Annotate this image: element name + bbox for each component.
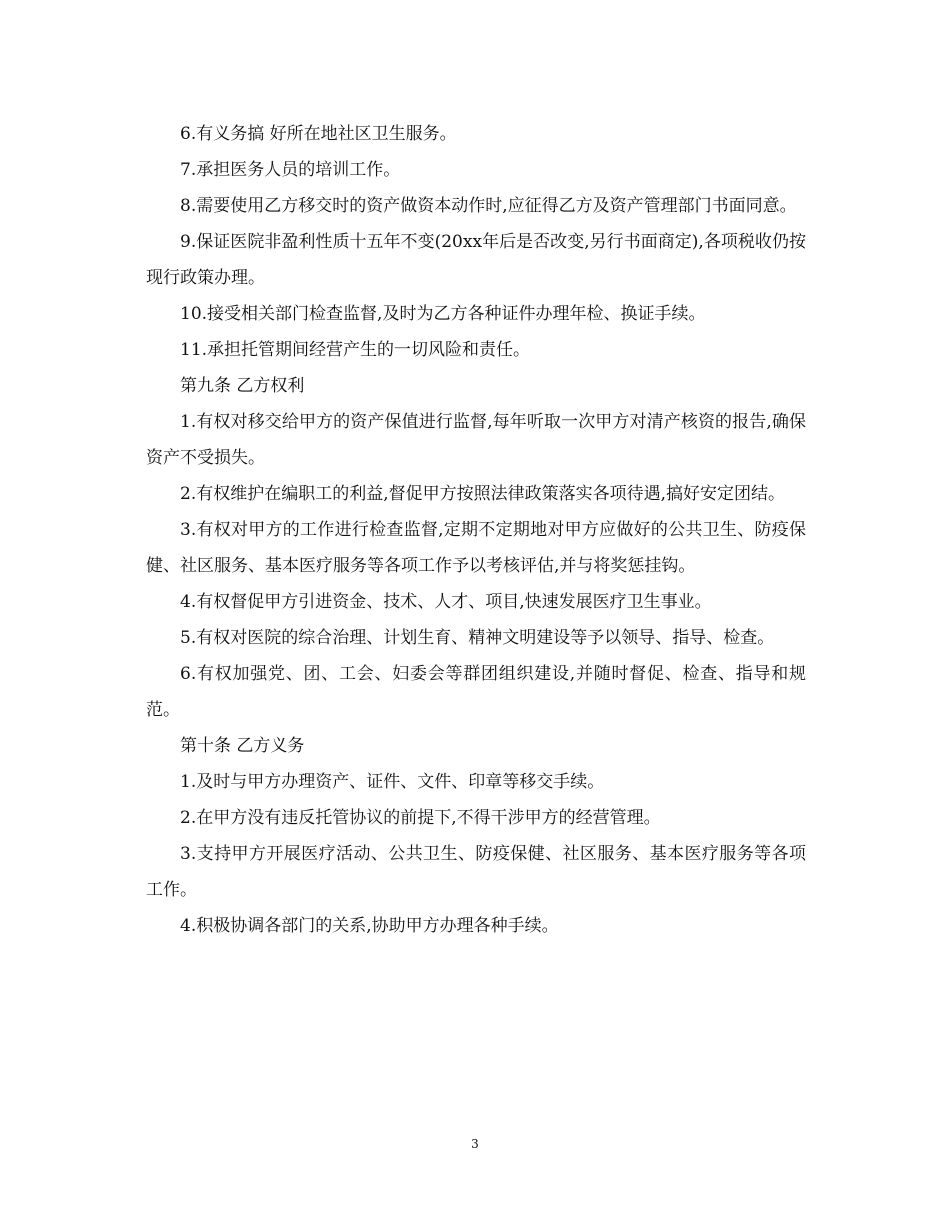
paragraph: 4.有权督促甲方引进资金、技术、人才、项目,快速发展医疗卫生事业。: [180, 592, 712, 612]
paragraph: 7.承担医务人员的培训工作。: [180, 160, 401, 180]
paragraph: 1.及时与甲方办理资产、证件、文件、印章等移交手续。: [180, 772, 605, 792]
paragraph: 2.在甲方没有违反托管协议的前提下,不得干涉甲方的经营管理。: [180, 808, 661, 828]
section-heading: 第十条 乙方义务: [180, 736, 305, 756]
page-number: 3: [471, 1137, 479, 1151]
paragraph: 9.保证医院非盈利性质十五年不变(20xx年后是否改变,另行书面商定),各项税收仍按现行政策办理。: [146, 232, 806, 288]
paragraph: 4.积极协调各部门的关系,协助甲方办理各种手续。: [180, 916, 559, 936]
paragraph: 1.有权对移交给甲方的资产保值进行监督,每年听取一次甲方对清产核资的报告,确保资产不受损失。: [146, 412, 806, 468]
section-heading: 第九条 乙方权利: [180, 376, 305, 396]
paragraph: 8.需要使用乙方移交时的资产做资本动作时,应征得乙方及资产管理部门书面同意。: [180, 196, 797, 216]
paragraph: 6.有义务搞 好所在地社区卫生服务。: [180, 124, 457, 144]
paragraph: 6.有权加强党、团、工会、妇委会等群团组织建设,并随时督促、检查、指导和规范。: [146, 664, 806, 720]
paragraph: 10.接受相关部门检查监督,及时为乙方各种证件办理年检、换证手续。: [180, 304, 706, 324]
document-body: [146, 116, 806, 944]
paragraph: 3.支持甲方开展医疗活动、公共卫生、防疫保健、社区服务、基本医疗服务等各项工作。: [146, 844, 806, 900]
paragraph: 11.承担托管期间经营产生的一切风险和责任。: [180, 340, 531, 360]
paragraph: 5.有权对医院的综合治理、计划生育、精神文明建设等予以领导、指导、检查。: [180, 628, 775, 648]
paragraph: 3.有权对甲方的工作进行检查监督,定期不定期地对甲方应做好的公共卫生、防疫保健、社区服务、基本医疗服务等各项工作予以考核评估,并与将奖惩挂钩。: [146, 520, 806, 576]
paragraph: 2.有权维护在编职工的利益,督促甲方按照法律政策落实各项待遇,搞好安定团结。: [180, 484, 786, 504]
